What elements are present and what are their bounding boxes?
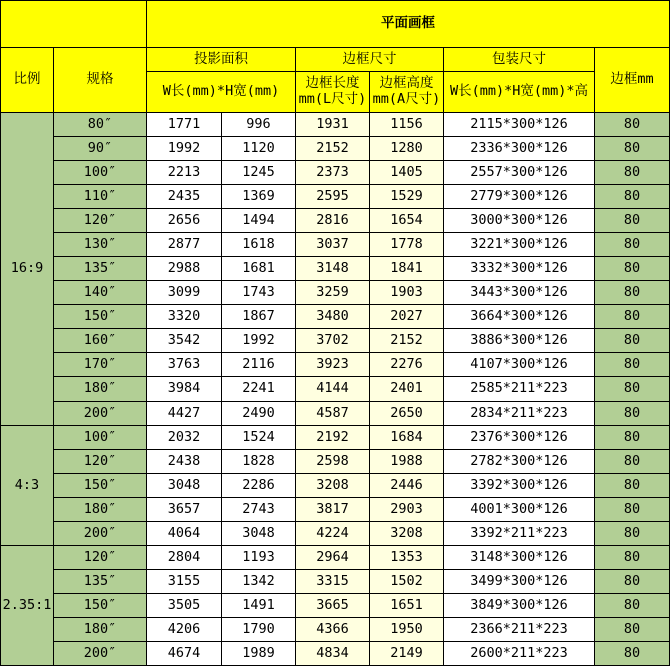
cell-package: 3849*300*126 [444,594,595,618]
cell-size: 135″ [54,570,147,594]
cell-projection-width: 3657 [147,498,222,522]
cell-package: 3148*300*126 [444,546,595,570]
cell-projection-height: 2241 [222,377,296,402]
cell-package: 3392*211*223 [444,522,595,546]
cell-border: 80 [595,353,670,377]
cell-border: 80 [595,594,670,618]
cell-frame-height: 2446 [370,474,444,498]
cell-projection-width: 2877 [147,233,222,257]
cell-package: 2115*300*126 [444,113,595,137]
cell-package: 3000*300*126 [444,209,595,233]
cell-projection-height: 1245 [222,161,296,185]
cell-frame-length: 3923 [296,353,370,377]
cell-size: 180″ [54,377,147,402]
cell-package: 4107*300*126 [444,353,595,377]
cell-border: 80 [595,161,670,185]
ratio-group-label: 16:9 [0,113,54,426]
cell-frame-height: 1903 [370,281,444,305]
cell-frame-height: 2276 [370,353,444,377]
cell-projection-height: 1989 [222,642,296,666]
cell-package: 3332*300*126 [444,257,595,281]
cell-frame-length: 3480 [296,305,370,329]
cell-border: 80 [595,185,670,209]
cell-border: 80 [595,498,670,522]
header-frame-size: 边框尺寸 [296,48,444,72]
cell-package: 3664*300*126 [444,305,595,329]
subheader-frame-length: 边框长度mm(L尺寸) [296,72,370,113]
cell-border: 80 [595,474,670,498]
cell-projection-height: 2743 [222,498,296,522]
cell-frame-height: 1405 [370,161,444,185]
cell-border: 80 [595,137,670,161]
cell-package: 3221*300*126 [444,233,595,257]
cell-border: 80 [595,450,670,474]
header-package-size: 包装尺寸 [444,48,595,72]
cell-projection-width: 2804 [147,546,222,570]
cell-frame-height: 1156 [370,113,444,137]
cell-frame-height: 2149 [370,642,444,666]
cell-projection-width: 1771 [147,113,222,137]
cell-size: 200″ [54,522,147,546]
cell-projection-height: 2116 [222,353,296,377]
cell-size: 110″ [54,185,147,209]
cell-projection-width: 4064 [147,522,222,546]
cell-projection-height: 996 [222,113,296,137]
cell-size: 200″ [54,642,147,666]
cell-border: 80 [595,402,670,426]
cell-frame-length: 2152 [296,137,370,161]
cell-package: 2376*300*126 [444,426,595,450]
cell-projection-width: 2032 [147,426,222,450]
cell-frame-height: 1654 [370,209,444,233]
cell-projection-height: 1743 [222,281,296,305]
header-border-mm: 边框mm [595,48,670,113]
cell-projection-height: 2286 [222,474,296,498]
subheader-package-dims: W长(mm)*H宽(mm)*高 [444,72,595,113]
cell-projection-height: 1681 [222,257,296,281]
cell-projection-height: 1618 [222,233,296,257]
cell-border: 80 [595,522,670,546]
cell-frame-length: 4144 [296,377,370,402]
cell-projection-height: 1494 [222,209,296,233]
cell-projection-height: 1992 [222,329,296,353]
table-title: 平面画框 [147,0,670,48]
cell-frame-height: 1280 [370,137,444,161]
cell-projection-width: 1992 [147,137,222,161]
cell-frame-length: 3702 [296,329,370,353]
cell-frame-length: 3208 [296,474,370,498]
cell-border: 80 [595,377,670,402]
cell-projection-width: 2435 [147,185,222,209]
cell-size: 100″ [54,161,147,185]
cell-projection-width: 3505 [147,594,222,618]
cell-projection-height: 1828 [222,450,296,474]
cell-border: 80 [595,570,670,594]
cell-projection-width: 4427 [147,402,222,426]
cell-border: 80 [595,642,670,666]
cell-frame-length: 1931 [296,113,370,137]
subheader-frame-height: 边框高度mm(A尺寸) [370,72,444,113]
cell-size: 120″ [54,209,147,233]
cell-frame-length: 2595 [296,185,370,209]
cell-projection-width: 4674 [147,642,222,666]
cell-package: 2834*211*223 [444,402,595,426]
cell-projection-width: 2213 [147,161,222,185]
ratio-group-label: 4:3 [0,426,54,546]
cell-size: 90″ [54,137,147,161]
cell-package: 2336*300*126 [444,137,595,161]
cell-border: 80 [595,546,670,570]
cell-frame-height: 2401 [370,377,444,402]
cell-border: 80 [595,281,670,305]
cell-size: 200″ [54,402,147,426]
cell-frame-height: 1529 [370,185,444,209]
cell-projection-height: 1524 [222,426,296,450]
cell-projection-width: 3099 [147,281,222,305]
cell-package: 2366*211*223 [444,618,595,642]
cell-projection-height: 1867 [222,305,296,329]
cell-frame-length: 2192 [296,426,370,450]
cell-frame-height: 3208 [370,522,444,546]
cell-projection-width: 2656 [147,209,222,233]
cell-package: 3392*300*126 [444,474,595,498]
cell-border: 80 [595,209,670,233]
cell-size: 180″ [54,618,147,642]
cell-frame-height: 1950 [370,618,444,642]
cell-package: 4001*300*126 [444,498,595,522]
cell-frame-length: 4224 [296,522,370,546]
cell-projection-width: 3763 [147,353,222,377]
cell-frame-length: 3817 [296,498,370,522]
cell-package: 2782*300*126 [444,450,595,474]
cell-frame-length: 4587 [296,402,370,426]
cell-border: 80 [595,233,670,257]
header-projection-area: 投影面积 [147,48,296,72]
cell-frame-height: 1502 [370,570,444,594]
cell-size: 120″ [54,546,147,570]
cell-package: 3886*300*126 [444,329,595,353]
header-size: 规格 [54,48,147,113]
cell-size: 130″ [54,233,147,257]
cell-projection-height: 1790 [222,618,296,642]
cell-frame-height: 2650 [370,402,444,426]
cell-projection-width: 3542 [147,329,222,353]
cell-projection-width: 2438 [147,450,222,474]
cell-frame-height: 1841 [370,257,444,281]
header-corner [0,0,147,48]
cell-border: 80 [595,305,670,329]
cell-projection-height: 1120 [222,137,296,161]
cell-projection-width: 3048 [147,474,222,498]
cell-projection-height: 1369 [222,185,296,209]
cell-frame-height: 1988 [370,450,444,474]
cell-package: 3443*300*126 [444,281,595,305]
cell-size: 150″ [54,594,147,618]
cell-projection-height: 1193 [222,546,296,570]
cell-package: 2585*211*223 [444,377,595,402]
cell-projection-height: 1491 [222,594,296,618]
cell-projection-width: 3984 [147,377,222,402]
cell-package: 2779*300*126 [444,185,595,209]
cell-frame-length: 3259 [296,281,370,305]
cell-frame-height: 1651 [370,594,444,618]
cell-size: 150″ [54,305,147,329]
cell-projection-width: 4206 [147,618,222,642]
cell-size: 140″ [54,281,147,305]
cell-frame-height: 1353 [370,546,444,570]
cell-border: 80 [595,113,670,137]
cell-frame-length: 2373 [296,161,370,185]
cell-size: 150″ [54,474,147,498]
cell-projection-height: 3048 [222,522,296,546]
cell-border: 80 [595,329,670,353]
cell-size: 180″ [54,498,147,522]
cell-border: 80 [595,618,670,642]
cell-size: 135″ [54,257,147,281]
cell-frame-height: 1778 [370,233,444,257]
cell-size: 170″ [54,353,147,377]
cell-frame-length: 2816 [296,209,370,233]
ratio-group-label: 2.35:1 [0,546,54,666]
cell-frame-length: 2598 [296,450,370,474]
cell-projection-width: 3155 [147,570,222,594]
cell-border: 80 [595,426,670,450]
cell-size: 120″ [54,450,147,474]
cell-frame-height: 2152 [370,329,444,353]
cell-frame-length: 4366 [296,618,370,642]
cell-projection-width: 2988 [147,257,222,281]
subheader-projection-dims: W长(mm)*H宽(mm) [147,72,296,113]
cell-frame-length: 3148 [296,257,370,281]
cell-frame-length: 2964 [296,546,370,570]
cell-projection-height: 1342 [222,570,296,594]
cell-frame-length: 3037 [296,233,370,257]
cell-projection-height: 2490 [222,402,296,426]
cell-frame-length: 3665 [296,594,370,618]
cell-frame-length: 4834 [296,642,370,666]
cell-frame-height: 2903 [370,498,444,522]
cell-size: 80″ [54,113,147,137]
cell-projection-width: 3320 [147,305,222,329]
cell-package: 2600*211*223 [444,642,595,666]
cell-frame-height: 2027 [370,305,444,329]
cell-border: 80 [595,257,670,281]
cell-frame-length: 3315 [296,570,370,594]
cell-package: 3499*300*126 [444,570,595,594]
header-ratio: 比例 [0,48,54,113]
cell-size: 100″ [54,426,147,450]
cell-frame-height: 1684 [370,426,444,450]
cell-size: 160″ [54,329,147,353]
cell-package: 2557*300*126 [444,161,595,185]
